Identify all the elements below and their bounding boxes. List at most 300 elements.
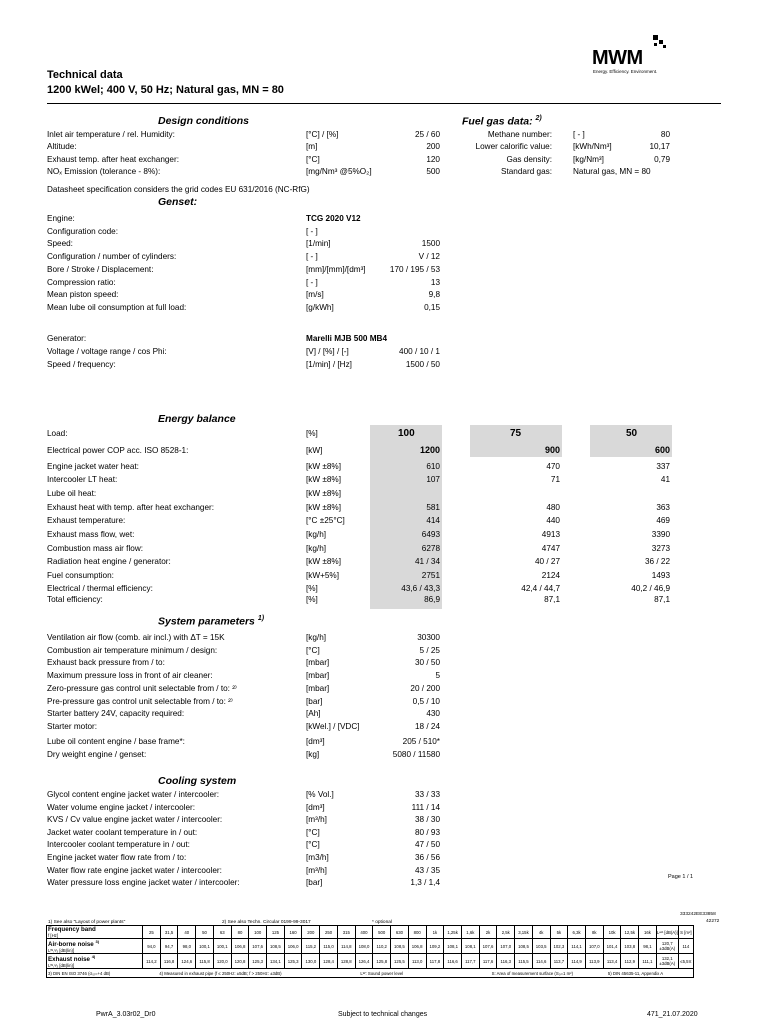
- airborne-value-cell: 108,1: [461, 939, 479, 954]
- energy-label: Electrical power COP acc. ISO 8528-1:: [47, 446, 189, 455]
- noise-footnote-row: 3) DIN EN ISO 3746 (σ₀ᵣ=+4 dB) 4) Measured in exhaust pipe (f ≤ 250Hz: ±5dB; f > 250Hz: ±3dB) Lᵂ: Sound power level S: Area of measurement surface (S₀=1 m²) 5) DIN 45635-11, Appendix A: [47, 969, 694, 978]
- row-label: Speed / frequency:: [47, 360, 116, 369]
- data-row: [0, 735, 768, 748]
- energy-value-1: 480: [546, 503, 560, 512]
- energy-label: Exhaust temperature:: [47, 516, 126, 525]
- row-label: Engine:: [47, 214, 75, 223]
- row-label: Zero-pressure gas control unit selectable from / to: ²⁾: [47, 683, 237, 693]
- frequency-cell: 63: [213, 926, 231, 939]
- frequency-cell: 31,5: [160, 926, 178, 939]
- airborne-value-cell: 115,0: [320, 939, 338, 954]
- row-unit: [mbar]: [306, 683, 330, 693]
- air-lwa-cell: 120,7 ±3dB(A): [656, 939, 678, 954]
- airborne-value-cell: 102,3: [550, 939, 568, 954]
- energy-row: [0, 514, 768, 527]
- energy-label: Intercooler LT heat:: [47, 475, 118, 484]
- frequency-cell: 10k: [603, 926, 621, 939]
- row-unit: [Ah]: [306, 709, 321, 719]
- row-unit: [°C] / [%]: [306, 130, 339, 139]
- energy-unit: [kg/h]: [306, 544, 327, 553]
- row-unit: [1/min]: [306, 239, 331, 249]
- row-value: 111 / 14: [411, 802, 440, 812]
- row-unit: [mg/Nm³ @5%O₂]: [306, 166, 372, 176]
- airborne-value-cell: 94,7: [160, 939, 178, 954]
- frequency-cell: 315: [337, 926, 355, 939]
- energy-value-0: 1200: [419, 445, 440, 455]
- energy-value-2: 41: [660, 475, 670, 484]
- row-label: Speed:: [47, 239, 73, 249]
- energy-row: [0, 528, 768, 541]
- energy-value-2: 337: [656, 462, 670, 471]
- data-row: [0, 250, 768, 263]
- row-unit: [mbar]: [306, 658, 330, 668]
- energy-value-2: 469: [656, 516, 670, 525]
- air-s-cell: 114: [678, 939, 693, 954]
- logo-tagline: Energy. Efficiency. Environment.: [593, 69, 658, 74]
- row-unit: [g/kWh]: [306, 302, 334, 312]
- row-value: 1500: [421, 239, 440, 249]
- exhaust-value-cell: 114,2: [143, 954, 161, 969]
- frequency-cell: 1,6k: [461, 926, 479, 939]
- row-label: Jacket water coolant temperature in / out:: [47, 827, 198, 837]
- air-lwa-tol: ±3dB(A): [659, 946, 676, 952]
- airborne-value-cell: 108,5: [267, 939, 285, 954]
- data-row: [0, 876, 768, 889]
- energy-unit: [°C ±25°C]: [306, 516, 345, 525]
- frequency-cell: 500: [373, 926, 391, 939]
- row-unit: [bar]: [306, 878, 323, 888]
- data-row: [0, 237, 768, 250]
- energy-label: Fuel consumption:: [47, 571, 114, 580]
- row-unit: [V] / [%] / [-]: [306, 347, 349, 356]
- row-label: Lube oil content engine / base frame*:: [47, 737, 185, 746]
- data-row: [0, 225, 768, 238]
- row-label: Glycol content engine jacket water / intercooler:: [47, 790, 220, 799]
- row-value: 18 / 24: [414, 721, 440, 731]
- data-row: [0, 345, 768, 358]
- frequency-cell: 250: [320, 926, 338, 939]
- frequency-cell: 2k: [479, 926, 497, 939]
- data-row: [0, 288, 768, 301]
- airborne-value-cell: 98,0: [178, 939, 196, 954]
- energy-value-1: 470: [546, 462, 560, 471]
- energy-value-1: 71: [550, 475, 560, 484]
- row-unit: [kWel.] / [VDC]: [306, 721, 360, 731]
- energy-label: Combustion mass air flow:: [47, 544, 144, 553]
- exhaust-value-cell: 116,6: [444, 954, 462, 969]
- exhaust-value-cell: 113,7: [550, 954, 568, 969]
- row-unit: [m3/h]: [306, 853, 329, 862]
- energy-value-2: 363: [656, 503, 670, 512]
- energy-value-0: 6278: [421, 544, 440, 553]
- exhaust-value-cell: 126,4: [355, 954, 373, 969]
- energy-row: [0, 501, 768, 514]
- airborne-value-cell: 100,1: [196, 939, 214, 954]
- row-label: KVS / Cv value engine jacket water / intercooler:: [47, 815, 223, 825]
- row-label: Pre-pressure gas control unit selectable from / to: ²⁾: [47, 696, 233, 706]
- row-unit: [dm³]: [306, 802, 325, 812]
- airborne-value-cell: 98,1: [639, 939, 657, 954]
- fuel-unit: [kWh/Nm³]: [573, 142, 612, 152]
- noise-note-2: 2) See also Techn. Circular 0199-99-3017: [222, 920, 311, 925]
- energy-value-0: 86,9: [424, 595, 440, 604]
- row-value: 25 / 60: [414, 130, 440, 139]
- genset-heading: Genset:: [158, 196, 198, 208]
- energy-unit: [kW ±8%]: [306, 557, 341, 566]
- exhaust-value-cell: 128,4: [320, 954, 338, 969]
- data-row: [0, 864, 768, 877]
- doc-id: 333242EE33858: [680, 912, 716, 917]
- row-unit: [kg]: [306, 749, 320, 759]
- airborne-value-cell: 106,8: [231, 939, 249, 954]
- energy-unit: [kW ±8%]: [306, 503, 341, 512]
- frequency-row: Frequency band f [Hz] 25 31,5 40 50 63 80 100 125 160 200 250 315 400 500 630 800 1k 1,25k 1,6k 2k 2,5k 3,15k 4k 5k 6,3k 8k 10k 12,5k 16k Lʷᴬ [dB(A)] S [m²]: [48, 926, 692, 938]
- row-value: 205 / 510*: [402, 737, 440, 746]
- row-value: 30 / 50: [414, 658, 440, 668]
- energy-row: [0, 473, 768, 486]
- data-row: [0, 838, 768, 851]
- energy-value-2: 3390: [651, 530, 670, 539]
- row-value: 20 / 200: [410, 683, 440, 693]
- energy-value-0: 2751: [421, 571, 440, 580]
- data-row: [0, 656, 768, 669]
- row-value: 400 / 10 / 1: [399, 347, 440, 356]
- row-label: Starter battery 24V, capacity required:: [47, 709, 185, 719]
- energy-value-0: 414: [426, 516, 440, 525]
- row-value: 30300: [417, 633, 440, 642]
- row-value: 5 / 25: [419, 645, 440, 655]
- frequency-cell: 4k: [532, 926, 550, 939]
- airborne-value-cell: 108,5: [391, 939, 409, 954]
- exhaust-value-cell: 134,1: [267, 954, 285, 969]
- frequency-cell: 1k: [426, 926, 444, 939]
- airborne-value-cell: 94,0: [143, 939, 161, 954]
- airborne-value-cell: 108,5: [515, 939, 533, 954]
- cooling-system-heading: Cooling system: [158, 775, 237, 787]
- exhaust-noise-row: Exhaust noise $^{4)}$ Lᵂ,¹⁄₃ [dB(lin)] 114,2 116,8 124,6 115,8 120,0 120,8 125,3 134,1 125,3 130,0 128,4 128,8 126,4 125,8 125,5 113,0 117,8 116,6 117,7 117,6 116,3 115,5 114,6 113,7 114,9 113,9 113,4 112,9 111,1 132,1 ±3dB(A) ≤5,5π: [48, 954, 692, 969]
- frequency-cell: 200: [302, 926, 320, 939]
- row-unit: [°C]: [306, 154, 320, 164]
- fuel-value: 10,17: [649, 142, 670, 152]
- row-label: Ventilation air flow (comb. air incl.) with ΔT = 15K: [47, 633, 225, 642]
- row-unit: [ - ]: [306, 226, 318, 236]
- energy-unit: [kW+5%]: [306, 571, 339, 580]
- energy-value-0: 41 / 34: [414, 557, 440, 566]
- energy-value-1: 40 / 27: [534, 557, 560, 566]
- page-number: Page 1 / 1: [668, 874, 694, 880]
- energy-label: Engine jacket water heat:: [47, 462, 139, 471]
- fuel-gas-heading: Fuel gas data: $^{2)}$: [462, 115, 542, 128]
- footer-right: 471_21.07.2020: [647, 1011, 698, 1018]
- energy-value-0: 610: [426, 462, 440, 471]
- row-unit: [mm]/[mm]/[dm³]: [306, 264, 366, 274]
- row-unit: Marelli MJB 500 MB4: [306, 334, 387, 343]
- exhaust-value-cell: 113,0: [408, 954, 426, 969]
- energy-value-2: 36 / 22: [644, 557, 670, 566]
- energy-label: Electrical / thermal efficiency:: [47, 584, 153, 593]
- doc-id-2: 42272: [706, 919, 720, 924]
- load-75: 75: [510, 428, 522, 439]
- data-row: [0, 707, 768, 720]
- airborne-value-cell: 107,0: [497, 939, 515, 954]
- energy-label: Exhaust heat with temp. after heat exchanger:: [47, 503, 215, 512]
- row-value: 200: [426, 142, 440, 152]
- airborne-noise-row: Air-borne noise $^{3)}$ Lᵂ,¹⁄₃ [dB(lin)] 94,0 94,7 98,0 100,1 100,1 106,8 107,6 108,5 106,0 115,2 115,0 114,8 108,0 110,2 108,5 106,8 109,2 108,1 108,1 107,6 107,0 108,5 103,5 102,3 114,1 107,0 101,4 103,8 98,1 120,7 ±3dB(A) 114: [47, 939, 694, 954]
- fuel-row: [0, 153, 768, 166]
- data-row: [0, 813, 768, 826]
- airborne-value-cell: 115,2: [302, 939, 320, 954]
- row-value: 0,15: [424, 302, 440, 312]
- row-label: Combustion air temperature minimum / design:: [47, 645, 218, 655]
- energy-label: Radiation heat engine / generator:: [47, 557, 171, 566]
- airborne-value-cell: 114,1: [568, 939, 586, 954]
- fuel-unit: Natural gas, MN = 80: [573, 166, 651, 176]
- row-value: 43 / 35: [414, 865, 440, 875]
- energy-row: [0, 444, 768, 457]
- row-value: 1,3 / 1,4: [410, 878, 440, 888]
- airborne-value-cell: 107,0: [585, 939, 603, 954]
- airborne-value-cell: 103,8: [621, 939, 639, 954]
- row-label: Dry weight engine / genset:: [47, 749, 147, 759]
- frequency-cell: 630: [391, 926, 409, 939]
- noise-table: [46, 925, 694, 978]
- data-row: [0, 631, 768, 644]
- frequency-cell: 400: [355, 926, 373, 939]
- airborne-value-cell: 114,8: [337, 939, 355, 954]
- row-unit: [ - ]: [306, 277, 318, 287]
- exhaust-value-cell: 125,5: [391, 954, 409, 969]
- airborne-value-cell: 110,2: [373, 939, 391, 954]
- energy-value-1: 4747: [541, 544, 560, 553]
- frequency-cell: 3,15k: [515, 926, 533, 939]
- row-unit: [m³/h]: [306, 865, 327, 875]
- row-label: Configuration / number of cylinders:: [47, 252, 177, 262]
- fuel-label: Gas density:: [506, 154, 552, 164]
- airborne-value-cell: 107,6: [479, 939, 497, 954]
- fuel-unit: [ - ]: [573, 130, 585, 139]
- frequency-cell: 160: [284, 926, 302, 939]
- fuel-unit: [kg/Nm³]: [573, 154, 604, 164]
- row-value: 33 / 33: [414, 790, 440, 799]
- data-row: [0, 788, 768, 801]
- frequency-cell: 25: [143, 926, 161, 939]
- row-unit: [m/s]: [306, 290, 324, 300]
- row-label: Water flow rate engine jacket water / intercooler:: [47, 865, 222, 875]
- data-row: [0, 669, 768, 682]
- data-row: [0, 851, 768, 864]
- fuel-label: Lower calorific value:: [475, 142, 552, 152]
- row-unit: [mbar]: [306, 671, 330, 681]
- energy-label: Lube oil heat:: [47, 489, 97, 498]
- row-label: Engine jacket water flow rate from / to:: [47, 853, 187, 862]
- row-label: Compression ratio:: [47, 277, 116, 287]
- row-label: Water volume engine jacket / intercooler:: [47, 802, 196, 812]
- footer-left: PwrA_3.03r02_Dr0: [96, 1011, 156, 1018]
- frequency-cell: 8k: [585, 926, 603, 939]
- page-title: Technical data: [47, 69, 123, 81]
- row-unit: TCG 2020 V12: [306, 214, 361, 223]
- exhaust-value-cell: 116,3: [497, 954, 515, 969]
- frequency-cell: 2,5k: [497, 926, 515, 939]
- frequency-cell: 40: [178, 926, 196, 939]
- logo-text: MWM: [592, 47, 643, 69]
- row-unit: [% Vol.]: [306, 790, 334, 799]
- row-unit: [°C]: [306, 645, 320, 655]
- fuel-row: [0, 140, 768, 153]
- fuel-label: Standard gas:: [501, 166, 552, 176]
- energy-value-0: 107: [426, 475, 440, 484]
- row-unit: [m]: [306, 142, 318, 152]
- row-label: Exhaust temp. after heat exchanger:: [47, 154, 179, 164]
- footer-center: Subject to technical changes: [338, 1011, 428, 1018]
- row-unit: [ - ]: [306, 252, 318, 262]
- airborne-value-cell: 108,1: [444, 939, 462, 954]
- exhaust-value-cell: 115,8: [196, 954, 214, 969]
- energy-value-1: 42,4 / 44,7: [521, 584, 560, 593]
- energy-unit: [%]: [306, 584, 318, 593]
- row-value: 0,5 / 10: [412, 696, 440, 706]
- lwa-header-cell: Lʷᴬ [dB(A)]: [656, 926, 678, 939]
- row-label: Bore / Stroke / Displacement:: [47, 264, 154, 274]
- row-label: Intercooler coolant temperature in / out:: [47, 840, 190, 850]
- frequency-cell: 80: [231, 926, 249, 939]
- row-value: 13: [430, 277, 440, 287]
- row-unit: [dm³]: [306, 737, 325, 746]
- energy-value-2: 3273: [651, 544, 670, 553]
- exhaust-value-cell: 125,8: [373, 954, 391, 969]
- exhaust-value-cell: 113,9: [585, 954, 603, 969]
- energy-row: [0, 460, 768, 473]
- row-value: 5: [435, 671, 440, 681]
- airborne-value-cell: 106,8: [408, 939, 426, 954]
- energy-unit: [kW ±8%]: [306, 489, 341, 498]
- row-value: 1500 / 50: [405, 360, 440, 369]
- data-row: [0, 695, 768, 708]
- noise-note-1: 1) See also "Layout of power plants": [48, 920, 126, 925]
- frequency-cell: 5k: [550, 926, 568, 939]
- data-row: [0, 358, 768, 371]
- airborne-value-cell: 107,6: [249, 939, 267, 954]
- row-value: 38 / 30: [414, 815, 440, 825]
- energy-value-1: 4913: [541, 530, 560, 539]
- row-label: Configuration code:: [47, 226, 119, 236]
- energy-row: [0, 593, 768, 606]
- row-label: Mean lube oil consumption at full load:: [47, 302, 187, 312]
- row-label: Generator:: [47, 334, 87, 343]
- airborne-value-cell: 106,0: [284, 939, 302, 954]
- energy-value-1: 87,1: [544, 595, 560, 604]
- row-unit: [°C]: [306, 840, 320, 850]
- mwm-logo: [592, 34, 674, 76]
- energy-label: Total efficiency:: [47, 595, 103, 604]
- row-unit: [1/min] / [Hz]: [306, 360, 352, 369]
- exhaust-value-cell: 113,4: [603, 954, 621, 969]
- frequency-cell: 6,3k: [568, 926, 586, 939]
- airborne-value-cell: 109,2: [426, 939, 444, 954]
- exhaust-value-cell: 125,3: [249, 954, 267, 969]
- data-row: [0, 263, 768, 276]
- fuel-value: 0,79: [654, 154, 670, 164]
- airborne-value-cell: 100,1: [213, 939, 231, 954]
- data-row: [0, 212, 768, 225]
- energy-value-0: 43,6 / 43,3: [401, 584, 440, 593]
- row-unit: [bar]: [306, 696, 323, 706]
- row-label: Maximum pressure loss in front of air cleaner:: [47, 671, 213, 681]
- load-50: 50: [626, 428, 638, 439]
- energy-label: Exhaust mass flow, wet:: [47, 530, 135, 539]
- frequency-cell: 800: [408, 926, 426, 939]
- fuel-label: Methane number:: [487, 130, 552, 139]
- data-row: [0, 720, 768, 733]
- frequency-cell: 12,5k: [621, 926, 639, 939]
- row-label: Altitude:: [47, 142, 77, 152]
- data-row: [0, 276, 768, 289]
- fuel-value: 80: [660, 130, 670, 139]
- fuel-row: [0, 165, 768, 178]
- row-value: 36 / 56: [414, 853, 440, 862]
- row-value: V / 12: [418, 252, 440, 262]
- exh-s-cell: ≤5,5π: [678, 954, 693, 969]
- row-value: 430: [426, 709, 440, 719]
- fuel-row: [0, 128, 768, 141]
- load-row: Load: [%] 100 75 50: [47, 428, 638, 439]
- energy-balance-heading: Energy balance: [158, 413, 236, 425]
- exhaust-value-cell: 115,5: [515, 954, 533, 969]
- energy-unit: [%]: [306, 595, 318, 604]
- energy-value-2: 87,1: [654, 595, 670, 604]
- row-label: Water pressure loss engine jacket water / intercooler:: [47, 878, 240, 888]
- airborne-value-cell: 108,0: [355, 939, 373, 954]
- frequency-cell: 1,25k: [444, 926, 462, 939]
- exhaust-value-cell: 120,0: [213, 954, 231, 969]
- data-row: [0, 826, 768, 839]
- row-value: 9,8: [428, 290, 440, 300]
- energy-row: [0, 542, 768, 555]
- frequency-cell: 125: [267, 926, 285, 939]
- row-label: Exhaust back pressure from / to:: [47, 658, 165, 668]
- exhaust-value-cell: 117,7: [461, 954, 479, 969]
- row-value: 5080 / 11580: [392, 749, 440, 759]
- exhaust-value-cell: 117,6: [479, 954, 497, 969]
- energy-unit: [kW]: [306, 446, 323, 455]
- data-row: [0, 332, 768, 345]
- data-row: [0, 644, 768, 657]
- data-row: [0, 801, 768, 814]
- airborne-value-cell: 103,5: [532, 939, 550, 954]
- exhaust-value-cell: 130,0: [302, 954, 320, 969]
- page-subtitle: 1200 kWel; 400 V, 50 Hz; Natural gas, MN = 80: [47, 84, 284, 96]
- exhaust-value-cell: 114,9: [568, 954, 586, 969]
- row-unit: [m³/h]: [306, 815, 327, 825]
- row-label: Mean piston speed:: [47, 290, 119, 300]
- data-row: [0, 748, 768, 761]
- energy-row: [0, 555, 768, 568]
- load-100: 100: [398, 428, 415, 439]
- data-row: [0, 301, 768, 314]
- energy-value-2: 600: [654, 445, 670, 455]
- energy-row: [0, 487, 768, 500]
- exhaust-value-cell: 114,6: [532, 954, 550, 969]
- energy-unit: [kW ±8%]: [306, 475, 341, 484]
- exh-lwa-tol: ±3dB(A): [659, 961, 676, 967]
- exhaust-value-cell: 120,8: [231, 954, 249, 969]
- noise-note-3: * optional: [372, 920, 393, 925]
- energy-value-0: 6493: [421, 530, 440, 539]
- exhaust-value-cell: 116,8: [160, 954, 178, 969]
- row-unit: [kg/h]: [306, 633, 327, 642]
- row-label: Starter motor:: [47, 721, 98, 731]
- frequency-cell: 16k: [639, 926, 657, 939]
